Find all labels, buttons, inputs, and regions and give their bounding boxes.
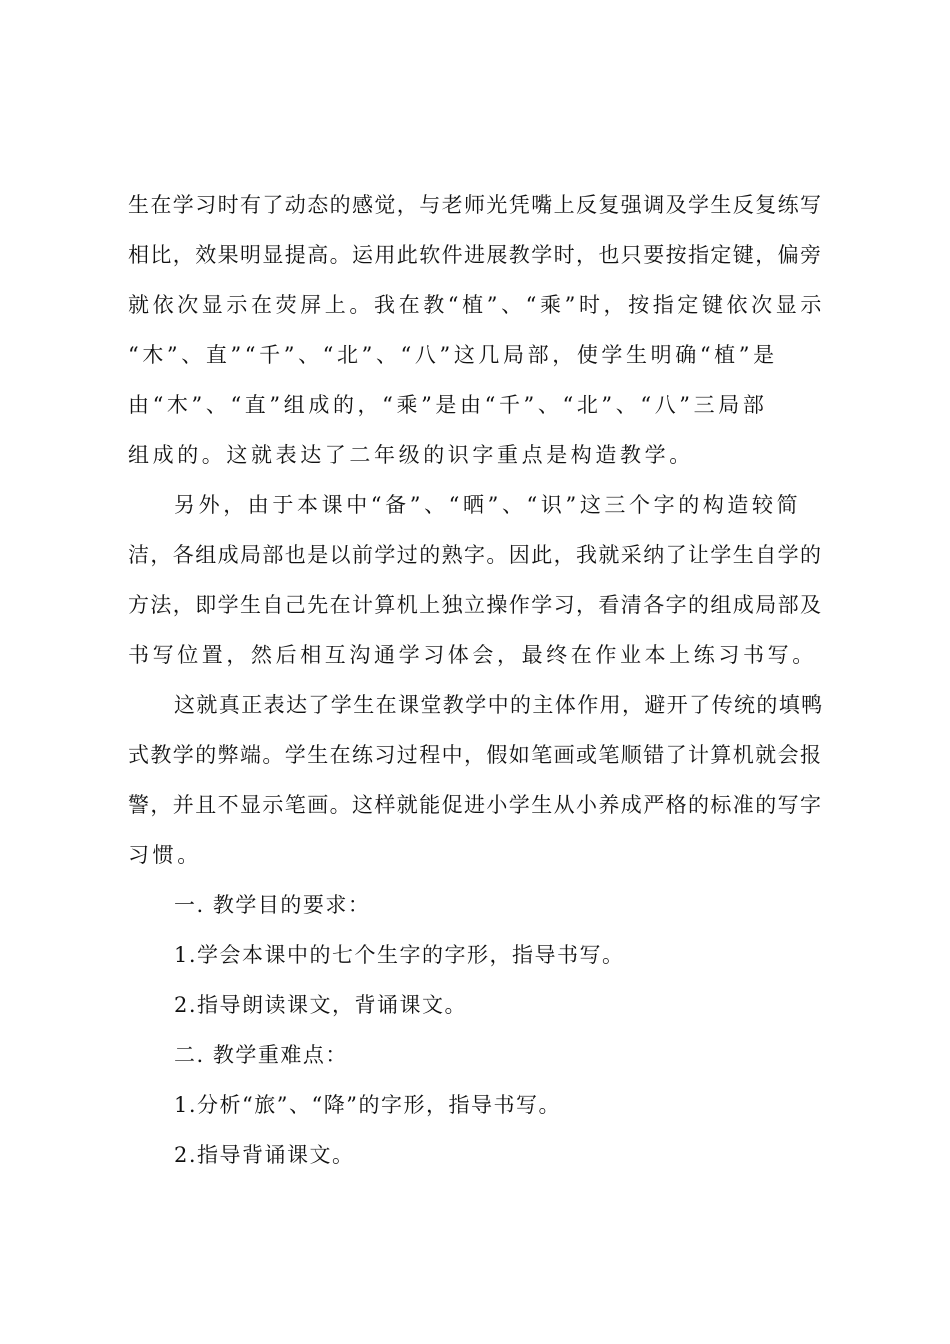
paragraph-2-line-3: 方法，即学生自己先在计算机上独立操作学习，看清各字的组成局部及 — [128, 593, 823, 617]
paragraph-3-line-3: 警，并且不显示笔画。这样就能促进小学生从小养成严格的标准的写字 — [128, 793, 823, 817]
section-1-item-2: 2.指导朗读课文，背诵课文。 — [174, 993, 468, 1017]
paragraph-1-line-3: 就依次显示在荧屏上。我在教“植”、“乘”时，按指定键依次显示 — [128, 293, 825, 317]
paragraph-1-line-5: 由“木”、“直”组成的，“乘”是由“千”、“北”、“八”三局部 — [128, 393, 768, 417]
paragraph-2-line-1: 另外，由于本课中“备”、“晒”、“识”这三个字的构造较简 — [174, 493, 802, 517]
paragraph-3-line-4: 习惯。 — [128, 843, 202, 867]
paragraph-1-line-1: 生在学习时有了动态的感觉，与老师光凭嘴上反复强调及学生反复练写 — [128, 193, 823, 217]
paragraph-2-line-4: 书写位置，然后相互沟通学习体会，最终在作业本上练习书写。 — [128, 643, 817, 667]
section-1-item-1: 1.学会本课中的七个生字的字形，指导书写。 — [174, 943, 625, 967]
paragraph-1-line-4: “木”、直”“千”、“北”、“八”这几局部，使学生明确“植”是 — [128, 343, 778, 367]
section-2-heading: 二. 教学重难点： — [174, 1043, 348, 1067]
paragraph-1-line-6: 组成的。这就表达了二年级的识字重点是构造教学。 — [128, 443, 694, 467]
section-2-item-1: 1.分析“旅”、“降”的字形，指导书写。 — [174, 1093, 561, 1117]
section-2-item-2: 2.指导背诵课文。 — [174, 1143, 355, 1167]
paragraph-1-line-2: 相比，效果明显提高。运用此软件进展教学时，也只要按指定键，偏旁 — [128, 243, 823, 267]
paragraph-3-line-1: 这就真正表达了学生在课堂教学中的主体作用，避开了传统的填鸭 — [174, 693, 824, 717]
paragraph-2-line-2: 洁，各组成局部也是以前学过的熟字。因此，我就采纳了让学生自学的 — [128, 543, 823, 567]
paragraph-3-line-2: 式教学的弊端。学生在练习过程中，假如笔画或笔顺错了计算机就会报 — [128, 743, 823, 767]
section-1-heading: 一. 教学目的要求： — [174, 893, 371, 917]
